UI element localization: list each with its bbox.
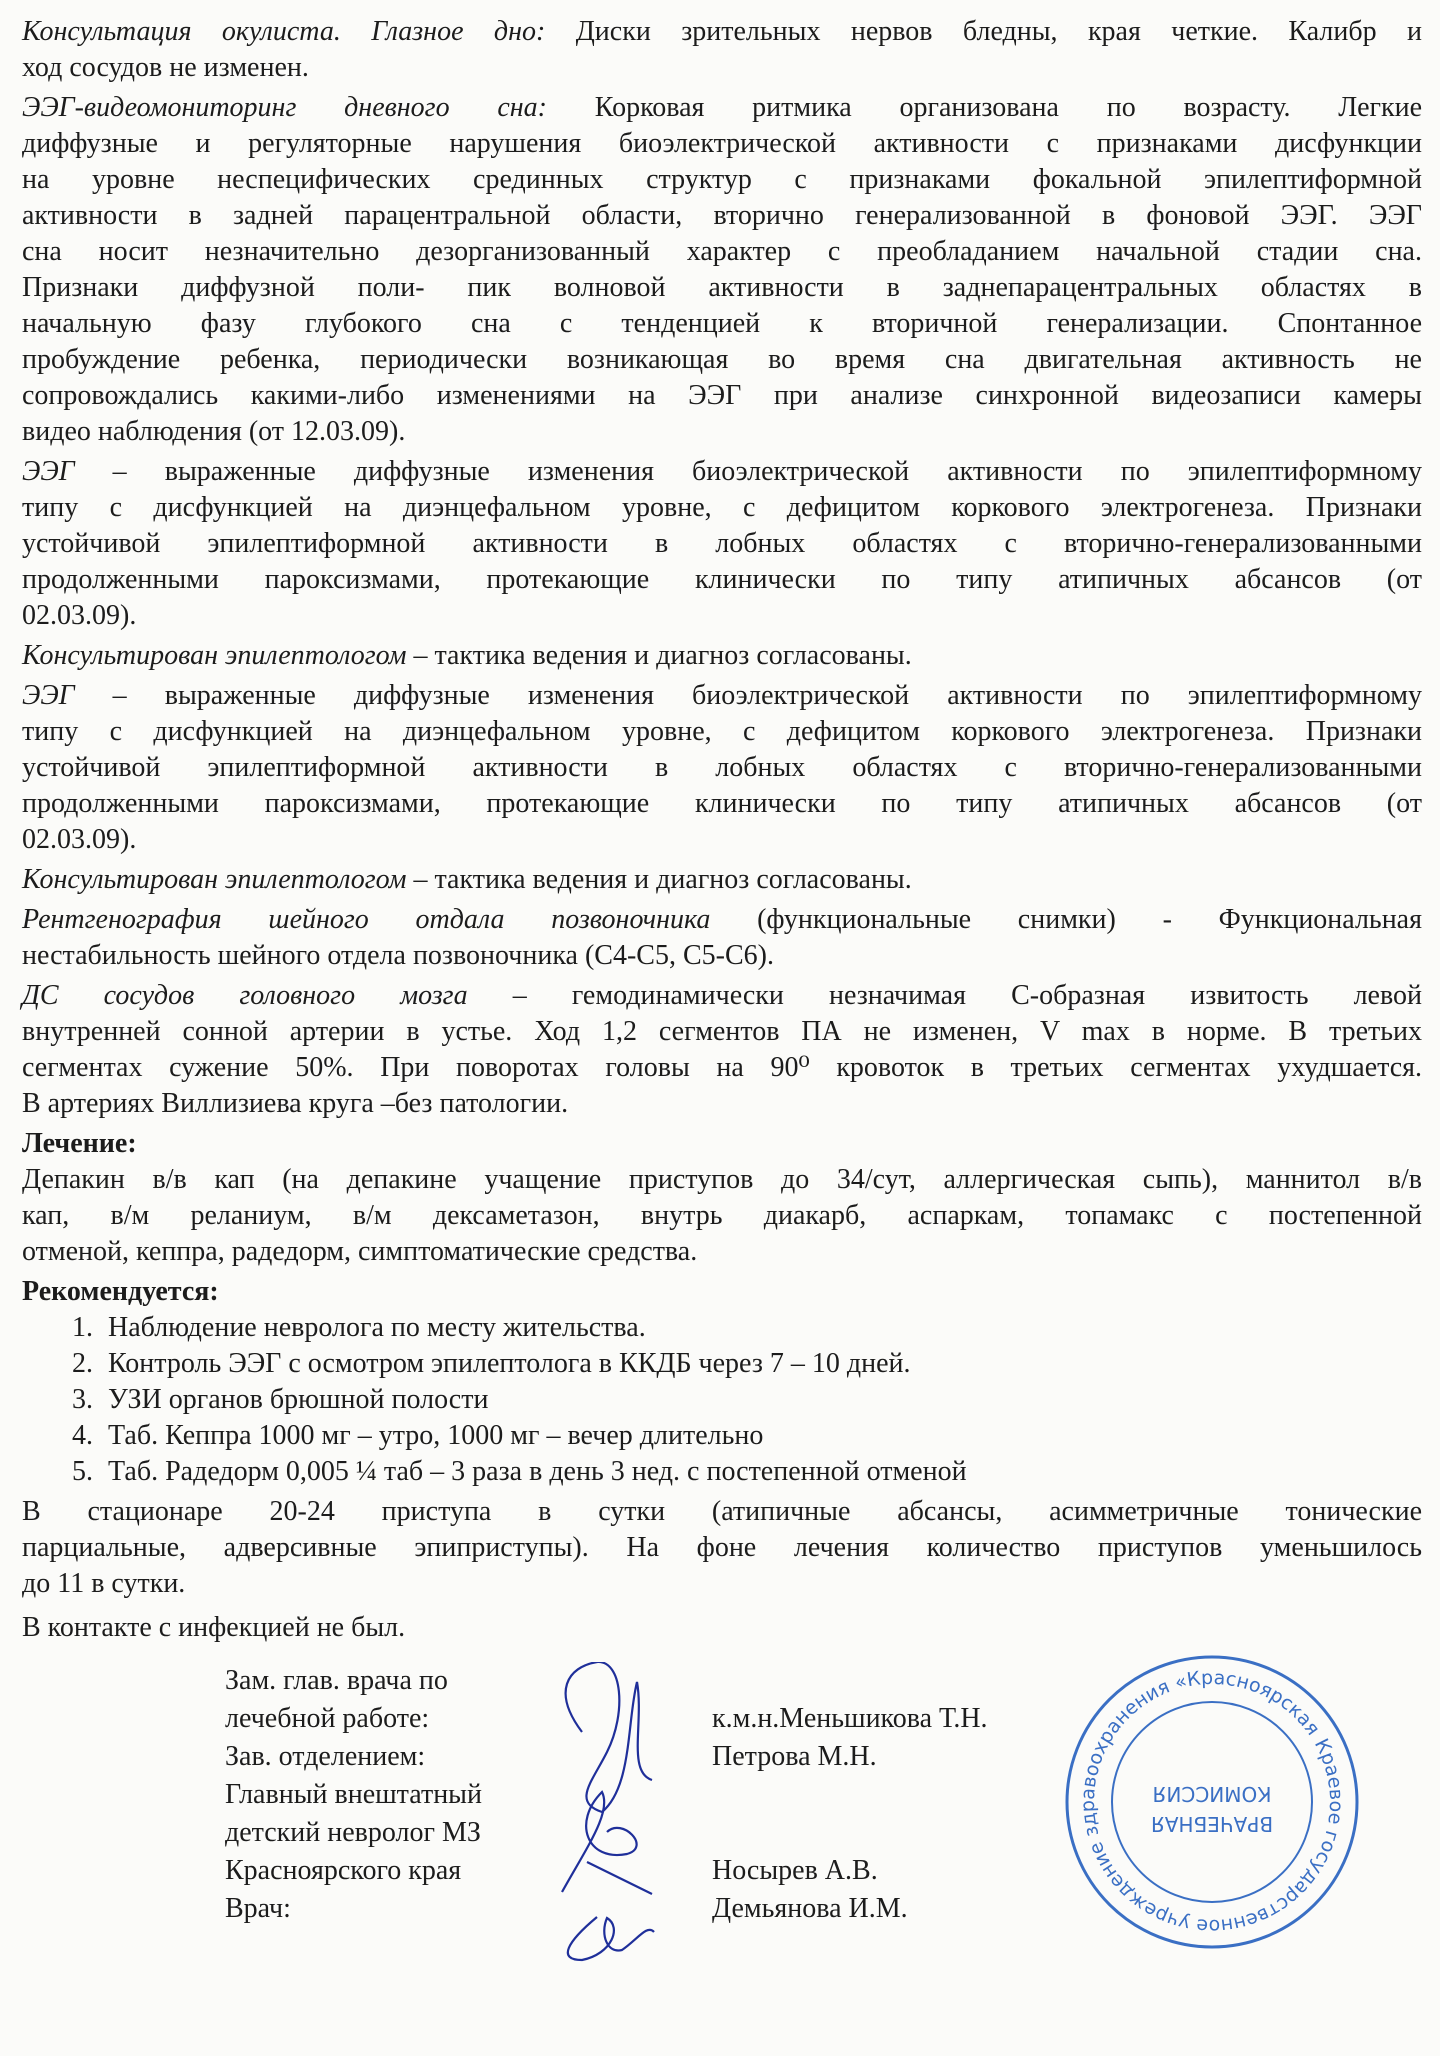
signature-block <box>22 1662 1422 1942</box>
line-text: сна носит незначительно дезорганизованный характер с преобладанием начальной стадии сна. <box>22 236 1422 267</box>
line-text: на уровне неспецифических срединных структур с признаками фокальной эпилептиформной <box>22 164 1422 195</box>
text-line <box>22 638 1422 674</box>
line-text: продолженными пароксизмами, протекающие клинически по типу атипичных абсансов (от <box>22 788 1422 819</box>
text-line <box>22 678 1422 714</box>
signature-name-neurologist: Носырев А.В. <box>712 1855 878 1886</box>
line-text: пробуждение ребенка, периодически возникающая во время сна двигательная активность не <box>22 344 1422 375</box>
line-text: нестабильность шейного отдела позвоночника (С4-С5, С5-С6). <box>22 940 774 971</box>
text-line <box>22 90 1422 126</box>
line-text: типу с дисфункцией на диэнцефальном уровне, с дефицитом коркового электрогенеза. Признаки <box>22 492 1422 523</box>
list-item-number: 4. <box>72 1420 93 1451</box>
text-line: В контакте с инфекцией не был. <box>22 1612 406 1643</box>
text-line <box>22 198 1422 234</box>
list-item <box>22 1454 1422 1490</box>
list-item-number: 1. <box>72 1312 93 1343</box>
stamp-seal <box>1062 1652 1362 1952</box>
line-text: Признаки диффузной поли- пик волновой активности в заднепарацентральных областях в <box>22 272 1422 303</box>
svg-text:ВРАЧЕБНАЯ: ВРАЧЕБНАЯ <box>1150 1812 1274 1836</box>
signature-name-deputy: к.м.н.Меньшикова Т.Н. <box>712 1703 988 1734</box>
signature-title: Врач: <box>225 1893 291 1924</box>
list-item-text: Таб. Кеппра 1000 мг – утро, 1000 мг – вечер длительно <box>108 1420 764 1451</box>
signature-title: детский невролог МЗ <box>225 1817 481 1848</box>
list-item <box>22 1310 1422 1346</box>
text-line <box>22 454 1422 490</box>
text-line <box>22 414 1422 450</box>
signature-title: Красноярского края <box>225 1855 462 1886</box>
text-line <box>22 822 1422 858</box>
paragraph <box>22 862 1422 898</box>
paragraph <box>22 678 1422 858</box>
list-item-number: 2. <box>72 1348 93 1379</box>
document-body <box>22 10 1422 1942</box>
text-line <box>22 750 1422 786</box>
text-line <box>22 234 1422 270</box>
paragraph-lead: ЭЭГ <box>22 680 75 711</box>
line-text: ход сосудов не изменен. <box>22 52 309 83</box>
text-line <box>22 1086 1422 1122</box>
line-text: сегментах сужение 50%. При поворотах головы на 90⁰ кровоток в третьих сегментах ухудшается. <box>22 1052 1422 1083</box>
list-item-number: 5. <box>72 1456 93 1487</box>
text-line <box>22 902 1422 938</box>
list-item-text: УЗИ органов брюшной полости <box>108 1384 489 1415</box>
list-item <box>22 1418 1422 1454</box>
line-text: активности в задней парацентральной области, вторично генерализованной в фоновой ЭЭГ. ЭЭГ <box>22 200 1422 231</box>
paragraph-lead: Рентгенография шейного отдала позвоночника <box>22 904 711 935</box>
paragraph <box>22 90 1422 450</box>
paragraph-lead: ЭЭГ-видеомониторинг дневного сна: <box>22 92 548 123</box>
list-item-text: Контроль ЭЭГ с осмотром эпилептолога в ККДБ через 7 – 10 дней. <box>108 1348 911 1379</box>
recommendations-section <box>22 1274 1422 1490</box>
text-line <box>22 786 1422 822</box>
text-line <box>22 1014 1422 1050</box>
text-line <box>22 526 1422 562</box>
paragraph-lead: Консультирован эпилептологом <box>22 864 407 895</box>
text-line <box>22 978 1422 1014</box>
text-line: В стационаре 20-24 приступа в сутки (атипичные абсансы, асимметричные тонические <box>22 1496 1422 1527</box>
paragraph <box>22 14 1422 86</box>
recommendations-heading: Рекомендуется: <box>22 1276 219 1307</box>
text-line <box>22 14 1422 50</box>
signature-title: Главный внештатный <box>225 1779 482 1810</box>
signature-name-doctor: Демьянова И.М. <box>712 1893 908 1924</box>
line-text: – тактика ведения и диагноз согласованы. <box>406 640 912 671</box>
text-line <box>22 938 1422 974</box>
line-text: диффузные и регуляторные нарушения биоэлектрической активности с признаками дисфункции <box>22 128 1422 159</box>
line-text: продолженными пароксизмами, протекающие клинически по типу атипичных абсансов (от <box>22 564 1422 595</box>
paragraph <box>22 978 1422 1122</box>
list-item-text: Таб. Радедорм 0,005 ¼ таб – 3 раза в день 3 нед. с постепенной отменой <box>108 1456 967 1487</box>
text-line <box>22 598 1422 634</box>
list-item-number: 3. <box>72 1384 93 1415</box>
line-text: Корковая ритмика организована по возрасту. Легкие <box>547 92 1422 123</box>
paragraph-lead: ДС сосудов головного мозга <box>22 980 468 1011</box>
line-text: – выраженные диффузные изменения биоэлектрической активности по эпилептиформному <box>74 680 1422 711</box>
line-text: начальную фазу глубокого сна с тенденцией к вторичной генерализации. Спонтанное <box>22 308 1422 339</box>
text-line <box>22 342 1422 378</box>
text-line <box>22 306 1422 342</box>
svg-text:Краевое государственное учрежд: Краевое государственное учреждение здравоохранения «Красноярская <box>1076 1666 1348 1938</box>
line-text: (функциональные снимки) - Функциональная <box>710 904 1422 935</box>
contact-note <box>22 1610 1422 1646</box>
paragraph <box>22 638 1422 674</box>
line-text: видео наблюдения (от 12.03.09). <box>22 416 406 447</box>
text-line <box>22 490 1422 526</box>
list-item <box>22 1346 1422 1382</box>
signature-name-head: Петрова М.Н. <box>712 1741 877 1772</box>
hospital-note <box>22 1494 1422 1602</box>
text-line: парциальные, адверсивные эпиприступы). На фоне лечения количество приступов уменьшилось <box>22 1532 1422 1563</box>
signature-title: лечебной работе: <box>225 1703 430 1734</box>
text-line <box>22 378 1422 414</box>
text-line: Депакин в/в кап (на депакине учащение приступов до 34/сут, аллергическая сыпь), маннитол в/в <box>22 1164 1422 1195</box>
list-item-text: Наблюдение невролога по месту жительства. <box>108 1312 646 1343</box>
paragraph-lead: ЭЭГ <box>22 456 75 487</box>
paragraph-lead: Консультация окулиста. Глазное дно: <box>22 16 546 47</box>
paragraph <box>22 454 1422 634</box>
text-line: до 11 в сутки. <box>22 1568 186 1599</box>
signature-title: Зав. отделением: <box>225 1741 426 1772</box>
text-line <box>22 562 1422 598</box>
line-text: устойчивой эпилептиформной активности в лобных областях с вторично-генерализованными <box>22 752 1422 783</box>
line-text: – тактика ведения и диагноз согласованы. <box>406 864 912 895</box>
line-text: 02.03.09). <box>22 824 137 855</box>
treatment-section <box>22 1126 1422 1270</box>
text-line <box>22 162 1422 198</box>
line-text: – выраженные диффузные изменения биоэлектрической активности по эпилептиформному <box>74 456 1422 487</box>
line-text: сопровождались какими-либо изменениями на ЭЭГ при анализе синхронной видеозаписи камеры <box>22 380 1422 411</box>
signature-title: Зам. глав. врача по <box>225 1665 448 1696</box>
line-text: внутренней сонной артерии в устье. Ход 1,2 сегментов ПА не изменен, V max в норме. В третьих <box>22 1016 1422 1047</box>
line-text: 02.03.09). <box>22 600 137 631</box>
paragraph <box>22 902 1422 974</box>
list-item <box>22 1382 1422 1418</box>
treatment-heading: Лечение: <box>22 1128 137 1159</box>
recommendations-list <box>22 1310 1422 1490</box>
line-text: устойчивой эпилептиформной активности в лобных областях с вторично-генерализованными <box>22 528 1422 559</box>
line-text: – гемодинамически незначимая С-образная извитость левой <box>467 980 1423 1011</box>
line-text: типу с дисфункцией на диэнцефальном уровне, с дефицитом коркового электрогенеза. Признаки <box>22 716 1422 747</box>
text-line <box>22 1050 1422 1086</box>
line-text: В артериях Виллизиева круга –без патологии. <box>22 1088 569 1119</box>
text-line: кап, в/м реланиум, в/м дексаметазон, внутрь диакарб, аспаркам, топамакс с постепенной <box>22 1200 1422 1231</box>
text-line: отменой, кеппра, радедорм, симптоматические средства. <box>22 1236 698 1267</box>
text-line <box>22 862 1422 898</box>
text-line <box>22 270 1422 306</box>
text-line <box>22 126 1422 162</box>
text-line <box>22 50 1422 86</box>
paragraph-lead: Консультирован эпилептологом <box>22 640 407 671</box>
text-line <box>22 714 1422 750</box>
svg-text:КОМИССИЯ: КОМИССИЯ <box>1152 1782 1272 1806</box>
line-text: Диски зрительных нервов бледны, края четкие. Калибр и <box>545 16 1422 47</box>
